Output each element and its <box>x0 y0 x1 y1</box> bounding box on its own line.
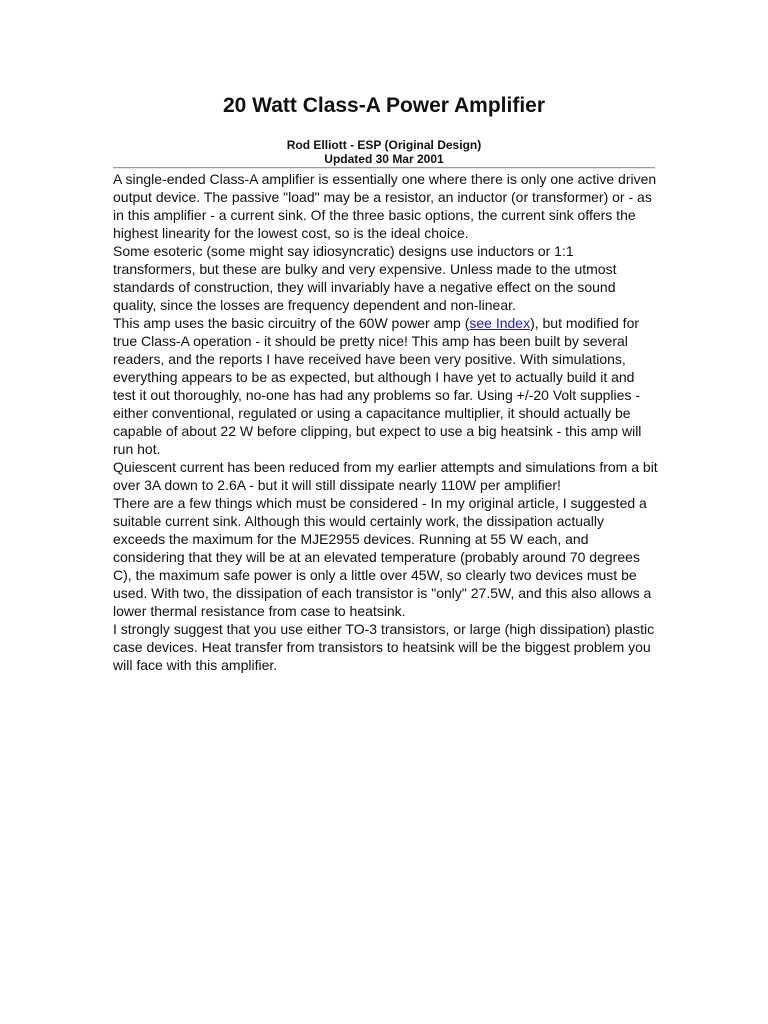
article-body <box>113 170 658 674</box>
author-line: Rod Elliott - ESP (Original Design) <box>286 138 482 152</box>
paragraph-circuitry <box>113 314 658 458</box>
updated-line: Updated 30 Mar 2001 <box>324 152 444 166</box>
horizontal-divider <box>113 167 655 169</box>
paragraph-circuitry-text-start: This amp uses the basic circuitry of the 60W power amp ( <box>113 315 470 331</box>
paragraph-suggestion: I strongly suggest that you use either TO-3 transistors, or large (high dissipation) plastic case devices. Heat transfer from transistors to heatsink will be the biggest problem you will face with this amplifier. <box>113 621 655 673</box>
byline <box>0 138 768 166</box>
paragraph-quiescent: Quiescent current has been reduced from my earlier attempts and simulations from a bit over 3A down to 2.6A - but it will still dissipate nearly 110W per amplifier! <box>113 459 658 493</box>
paragraph-considerations: There are a few things which must be considered - In my original article, I suggested a suitable current sink. Although this would certainly work, the dissipation actually exceeds the maximum for the MJE2955 devices. Running at 55 W each, and considering that they will be at an elevated temperature (probably around 70 degrees C), the maximum safe power is only a little over 45W, so clearly two devices must be used. With two, the dissipation of each transistor is "only" 27.5W, and this also allows a lower thermal resistance from case to heatsink. <box>113 495 652 619</box>
paragraph-inductors: Some esoteric (some might say idiosyncratic) designs use inductors or 1:1 transformers, but these are bulky and very expensive. Unless made to the utmost standards of construction, they will invariably have a negative effect on the sound quality, since the losses are frequency dependent and non-linear. <box>113 243 617 313</box>
paragraph-intro: A single-ended Class-A amplifier is essentially one where there is only one active driven output device. The passive "load" may be a resistor, an inductor (or transformer) or - as in this amplifier - a current sink. Of the three basic options, the current sink offers the highest linearity for the lowest cost, so is the ideal choice. <box>113 171 657 241</box>
see-index-link[interactable]: see Index <box>469 315 531 331</box>
paragraph-circuitry-text-end: ), but modified for true Class-A operation - it should be pretty nice! This amp has been built by several readers, and the reports I have received have been very positive. With simulations, everything appears to be as expected, but although I have yet to actually build it and test it out thoroughly, no-one has had any problems so far. Using +/-20 Volt supplies - either conventional, regulated or using a capacitance multiplier, it should actually be capable of about 22 W before clipping, but expect to use a big heatsink - this amp will run hot. <box>113 315 642 457</box>
page-title: 20 Watt Class-A Power Amplifier <box>222 94 546 117</box>
